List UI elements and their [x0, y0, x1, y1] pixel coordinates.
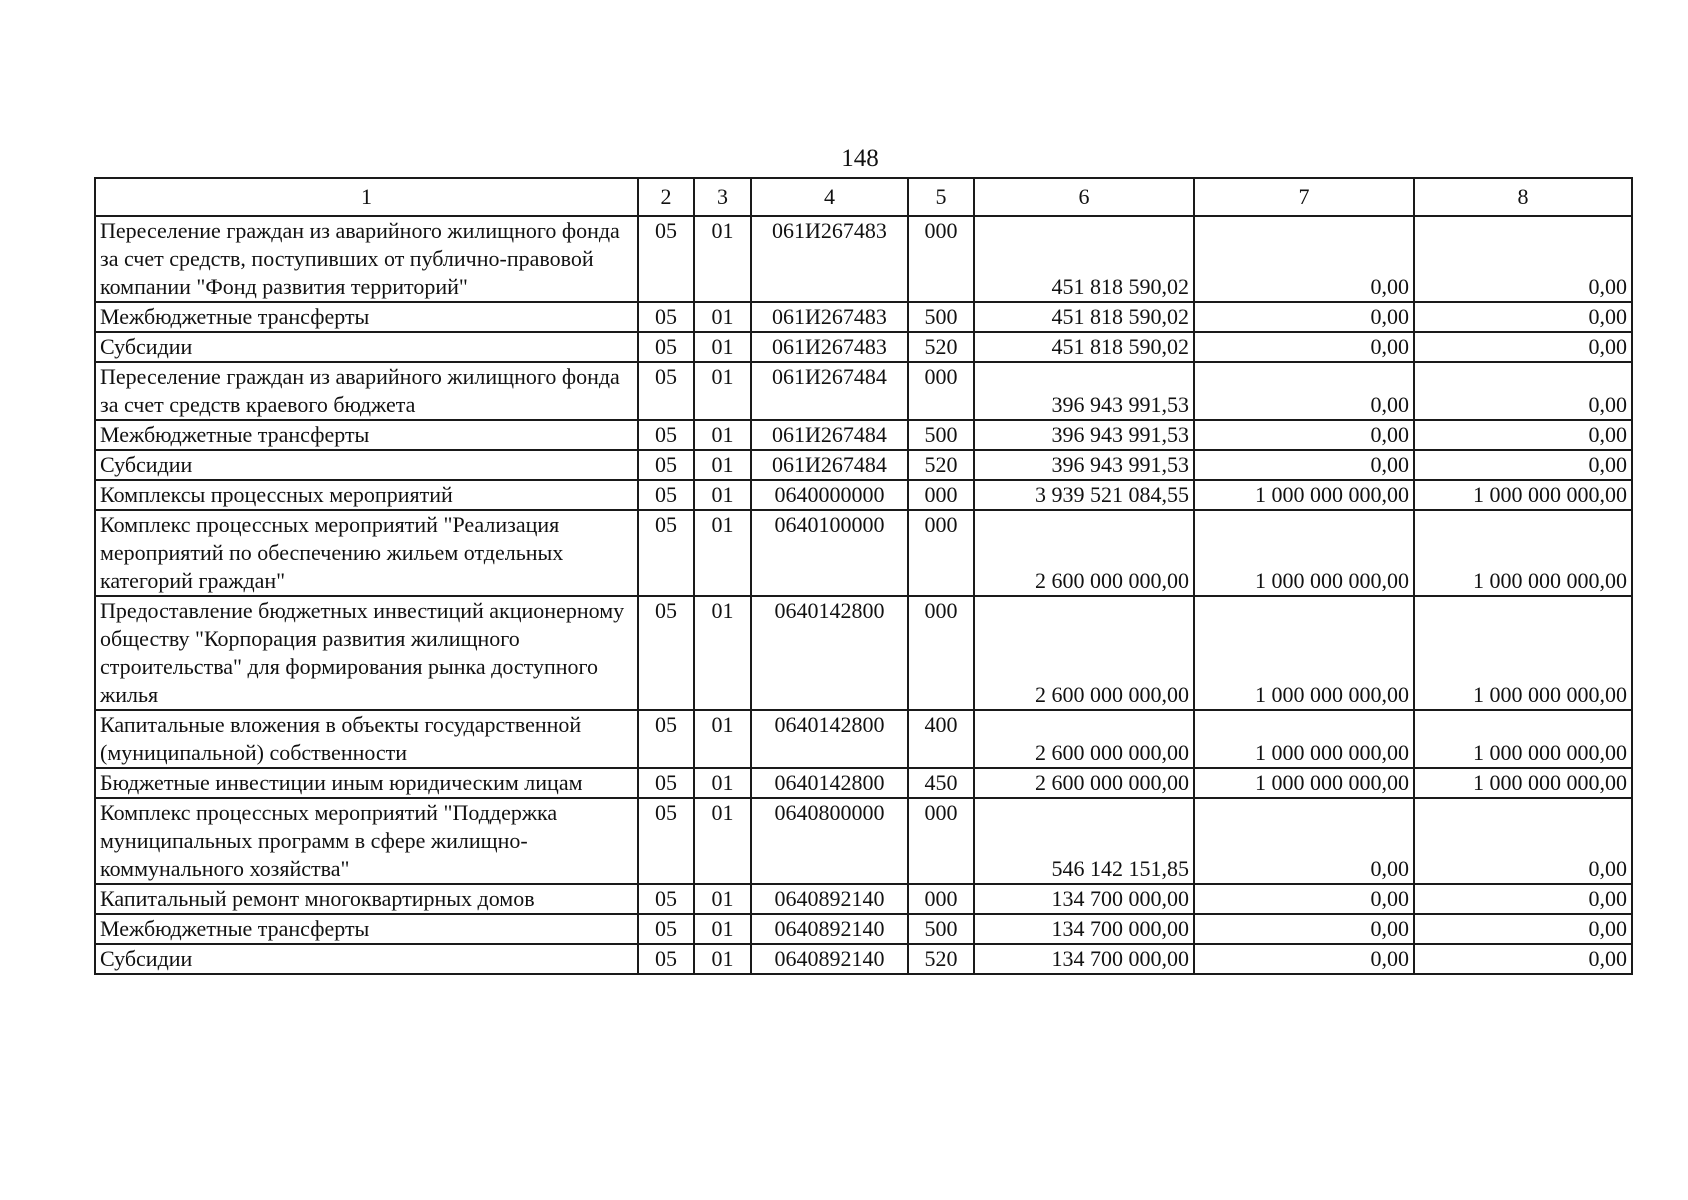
- expense-type-cell: 000: [908, 216, 974, 302]
- table-row: [95, 596, 1632, 710]
- row-name-cell: Межбюджетные трансферты: [95, 302, 638, 332]
- amount-col8-cell: 1 000 000 000,00: [1414, 510, 1632, 596]
- row-name-cell: Субсидии: [95, 944, 638, 974]
- subsection-code-cell: 01: [694, 914, 751, 944]
- section-code-cell: 05: [638, 332, 694, 362]
- subsection-code-cell: 01: [694, 710, 751, 768]
- target-article-cell: 0640142800: [751, 596, 908, 710]
- header-cell: 4: [751, 178, 908, 216]
- target-article-cell: 0640142800: [751, 710, 908, 768]
- subsection-code-cell: 01: [694, 480, 751, 510]
- target-article-cell: 0640800000: [751, 798, 908, 884]
- row-name-cell: Межбюджетные трансферты: [95, 914, 638, 944]
- amount-col8-cell: 0,00: [1414, 944, 1632, 974]
- amount-col8-cell: 1 000 000 000,00: [1414, 596, 1632, 710]
- table-row: [95, 480, 1632, 510]
- section-code-cell: 05: [638, 216, 694, 302]
- target-article-cell: 0640892140: [751, 884, 908, 914]
- subsection-code-cell: 01: [694, 302, 751, 332]
- amount-col7-cell: 0,00: [1194, 332, 1414, 362]
- table-row: [95, 768, 1632, 798]
- target-article-cell: 061И267483: [751, 302, 908, 332]
- amount-col6-cell: 396 943 991,53: [974, 450, 1194, 480]
- header-cell: 7: [1194, 178, 1414, 216]
- amount-col7-cell: 1 000 000 000,00: [1194, 596, 1414, 710]
- row-name-cell: Субсидии: [95, 450, 638, 480]
- amount-col6-cell: 451 818 590,02: [974, 302, 1194, 332]
- amount-col6-cell: 134 700 000,00: [974, 944, 1194, 974]
- expense-type-cell: 000: [908, 884, 974, 914]
- amount-col6-cell: 3 939 521 084,55: [974, 480, 1194, 510]
- amount-col8-cell: 0,00: [1414, 332, 1632, 362]
- section-code-cell: 05: [638, 884, 694, 914]
- expense-type-cell: 000: [908, 798, 974, 884]
- subsection-code-cell: 01: [694, 420, 751, 450]
- section-code-cell: 05: [638, 768, 694, 798]
- subsection-code-cell: 01: [694, 332, 751, 362]
- target-article-cell: 0640892140: [751, 914, 908, 944]
- target-article-cell: 061И267484: [751, 420, 908, 450]
- target-article-cell: 061И267484: [751, 450, 908, 480]
- amount-col7-cell: 0,00: [1194, 302, 1414, 332]
- table-row: [95, 944, 1632, 974]
- amount-col8-cell: 1 000 000 000,00: [1414, 710, 1632, 768]
- section-code-cell: 05: [638, 362, 694, 420]
- amount-col7-cell: 0,00: [1194, 362, 1414, 420]
- expense-type-cell: 520: [908, 450, 974, 480]
- header-cell: 5: [908, 178, 974, 216]
- amount-col6-cell: 546 142 151,85: [974, 798, 1194, 884]
- expense-type-cell: 000: [908, 596, 974, 710]
- subsection-code-cell: 01: [694, 450, 751, 480]
- amount-col7-cell: 1 000 000 000,00: [1194, 510, 1414, 596]
- row-name-cell: Субсидии: [95, 332, 638, 362]
- amount-col7-cell: 0,00: [1194, 420, 1414, 450]
- expense-type-cell: 000: [908, 510, 974, 596]
- subsection-code-cell: 01: [694, 362, 751, 420]
- amount-col8-cell: 0,00: [1414, 884, 1632, 914]
- table-row: [95, 884, 1632, 914]
- header-row: [95, 178, 1632, 216]
- expense-type-cell: 500: [908, 914, 974, 944]
- table-row: [95, 510, 1632, 596]
- row-name-cell: Межбюджетные трансферты: [95, 420, 638, 450]
- expense-type-cell: 400: [908, 710, 974, 768]
- row-name-cell: Капитальные вложения в объекты государственной (муниципальной) собственности: [95, 710, 638, 768]
- table-row: [95, 710, 1632, 768]
- amount-col8-cell: 0,00: [1414, 798, 1632, 884]
- page-number: 148: [841, 145, 879, 172]
- expense-type-cell: 000: [908, 480, 974, 510]
- expense-type-cell: 500: [908, 420, 974, 450]
- amount-col7-cell: 1 000 000 000,00: [1194, 710, 1414, 768]
- target-article-cell: 0640000000: [751, 480, 908, 510]
- amount-col6-cell: 2 600 000 000,00: [974, 510, 1194, 596]
- amount-col7-cell: 0,00: [1194, 884, 1414, 914]
- amount-col8-cell: 0,00: [1414, 216, 1632, 302]
- table-row: [95, 332, 1632, 362]
- amount-col6-cell: 396 943 991,53: [974, 420, 1194, 450]
- table-row: [95, 450, 1632, 480]
- expense-type-cell: 520: [908, 332, 974, 362]
- amount-col8-cell: 0,00: [1414, 302, 1632, 332]
- amount-col8-cell: 1 000 000 000,00: [1414, 480, 1632, 510]
- table-row: [95, 302, 1632, 332]
- amount-col6-cell: 451 818 590,02: [974, 216, 1194, 302]
- amount-col7-cell: 1 000 000 000,00: [1194, 768, 1414, 798]
- amount-col6-cell: 134 700 000,00: [974, 884, 1194, 914]
- target-article-cell: 0640100000: [751, 510, 908, 596]
- subsection-code-cell: 01: [694, 216, 751, 302]
- section-code-cell: 05: [638, 596, 694, 710]
- section-code-cell: 05: [638, 302, 694, 332]
- row-name-cell: Бюджетные инвестиции иным юридическим лицам: [95, 768, 638, 798]
- expense-type-cell: 500: [908, 302, 974, 332]
- amount-col7-cell: 1 000 000 000,00: [1194, 480, 1414, 510]
- amount-col6-cell: 396 943 991,53: [974, 362, 1194, 420]
- amount-col7-cell: 0,00: [1194, 450, 1414, 480]
- subsection-code-cell: 01: [694, 510, 751, 596]
- row-name-cell: Переселение граждан из аварийного жилищного фонда за счет средств, поступивших от публично-правовой компании "Фонд развития территорий": [95, 216, 638, 302]
- header-cell: 3: [694, 178, 751, 216]
- header-cell: 1: [95, 178, 638, 216]
- target-article-cell: 061И267483: [751, 332, 908, 362]
- amount-col8-cell: 0,00: [1414, 362, 1632, 420]
- header-cell: 2: [638, 178, 694, 216]
- amount-col8-cell: 0,00: [1414, 420, 1632, 450]
- target-article-cell: 061И267484: [751, 362, 908, 420]
- target-article-cell: 061И267483: [751, 216, 908, 302]
- amount-col8-cell: 1 000 000 000,00: [1414, 768, 1632, 798]
- header-cell: 6: [974, 178, 1194, 216]
- expense-type-cell: 520: [908, 944, 974, 974]
- budget-table: [94, 177, 1633, 975]
- row-name-cell: Предоставление бюджетных инвестиций акционерному обществу "Корпорация развития жилищного строительства" для формирования рынка доступного жилья: [95, 596, 638, 710]
- section-code-cell: 05: [638, 914, 694, 944]
- amount-col6-cell: 134 700 000,00: [974, 914, 1194, 944]
- subsection-code-cell: 01: [694, 884, 751, 914]
- subsection-code-cell: 01: [694, 798, 751, 884]
- amount-col6-cell: 2 600 000 000,00: [974, 768, 1194, 798]
- section-code-cell: 05: [638, 450, 694, 480]
- header-cell: 8: [1414, 178, 1632, 216]
- section-code-cell: 05: [638, 480, 694, 510]
- subsection-code-cell: 01: [694, 944, 751, 974]
- amount-col6-cell: 451 818 590,02: [974, 332, 1194, 362]
- row-name-cell: Капитальный ремонт многоквартирных домов: [95, 884, 638, 914]
- row-name-cell: Комплексы процессных мероприятий: [95, 480, 638, 510]
- amount-col6-cell: 2 600 000 000,00: [974, 710, 1194, 768]
- amount-col7-cell: 0,00: [1194, 944, 1414, 974]
- expense-type-cell: 000: [908, 362, 974, 420]
- table-row: [95, 216, 1632, 302]
- table-row: [95, 362, 1632, 420]
- section-code-cell: 05: [638, 944, 694, 974]
- section-code-cell: 05: [638, 798, 694, 884]
- amount-col7-cell: 0,00: [1194, 798, 1414, 884]
- target-article-cell: 0640142800: [751, 768, 908, 798]
- section-code-cell: 05: [638, 710, 694, 768]
- amount-col8-cell: 0,00: [1414, 914, 1632, 944]
- section-code-cell: 05: [638, 510, 694, 596]
- row-name-cell: Комплекс процессных мероприятий "Реализация мероприятий по обеспечению жильем отдельных категорий граждан": [95, 510, 638, 596]
- table-row: [95, 914, 1632, 944]
- row-name-cell: Переселение граждан из аварийного жилищного фонда за счет средств краевого бюджета: [95, 362, 638, 420]
- row-name-cell: Комплекс процессных мероприятий "Поддержка муниципальных программ в сфере жилищно-коммунального хозяйства": [95, 798, 638, 884]
- amount-col7-cell: 0,00: [1194, 216, 1414, 302]
- expense-type-cell: 450: [908, 768, 974, 798]
- amount-col6-cell: 2 600 000 000,00: [974, 596, 1194, 710]
- amount-col7-cell: 0,00: [1194, 914, 1414, 944]
- table-row: [95, 798, 1632, 884]
- section-code-cell: 05: [638, 420, 694, 450]
- amount-col8-cell: 0,00: [1414, 450, 1632, 480]
- subsection-code-cell: 01: [694, 768, 751, 798]
- subsection-code-cell: 01: [694, 596, 751, 710]
- table-row: [95, 420, 1632, 450]
- target-article-cell: 0640892140: [751, 944, 908, 974]
